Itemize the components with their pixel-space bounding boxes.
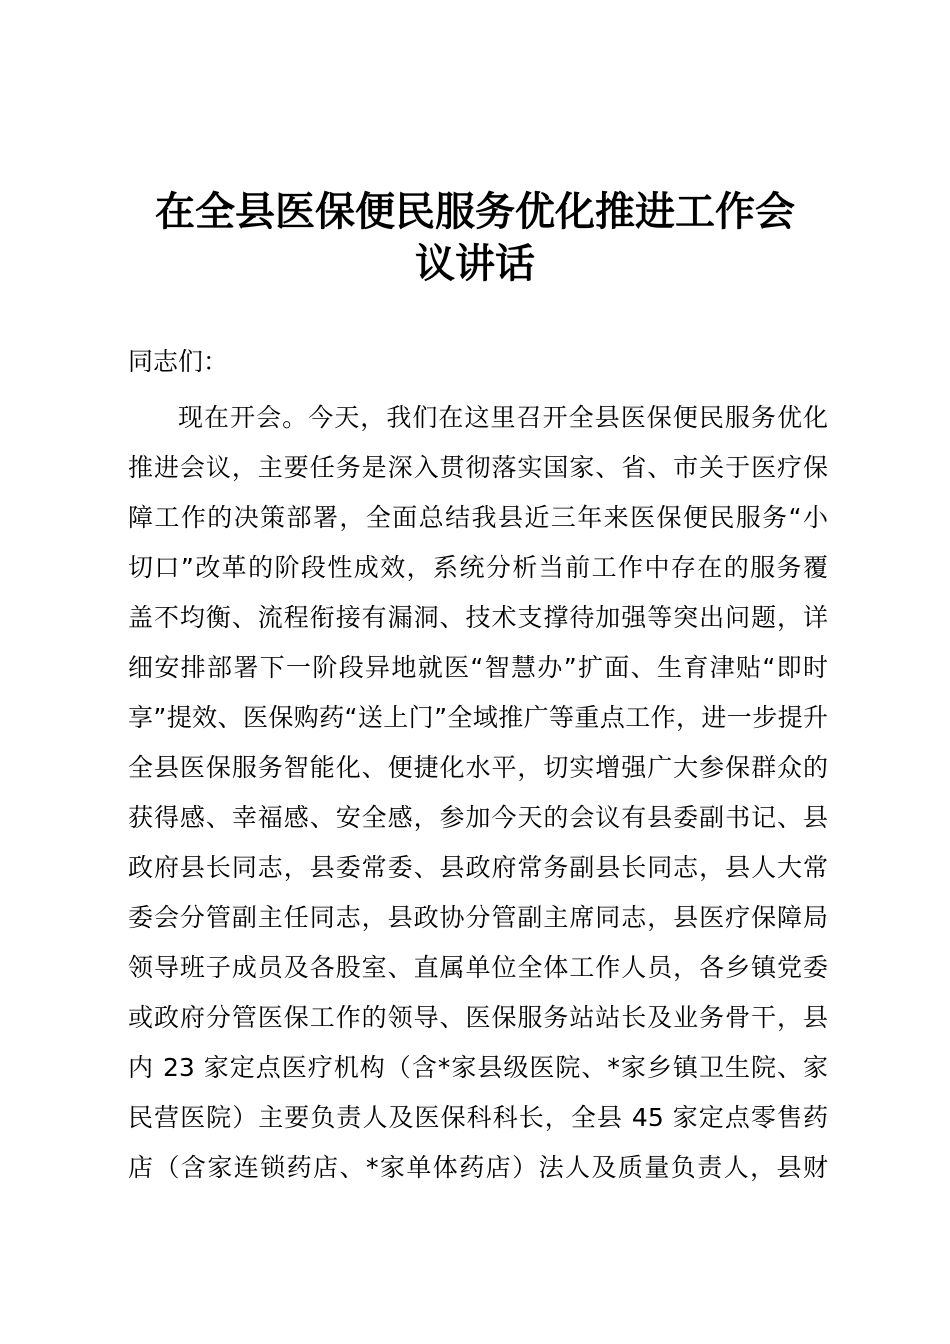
body-line-9: 获得感、幸福感、安全感，参加今天的会议有县委副书记、县 bbox=[128, 803, 828, 832]
body-line-2: 推进会议，主要任务是深入贯彻落实国家、省、市关于医疗保 bbox=[128, 453, 828, 482]
body-line-14: 内 23 家定点医疗机构（含*家县级医院、*家乡镇卫生院、家 bbox=[128, 1053, 828, 1082]
body-line-6: 细安排部署下一阶段异地就医“智慧办”扩面、生育津贴“即时 bbox=[128, 653, 828, 682]
body-line-1: 现在开会。今天，我们在这里召开全县医保便民服务优化 bbox=[178, 403, 828, 432]
body-line-12: 领导班子成员及各股室、直属单位全体工作人员，各乡镇党委 bbox=[128, 953, 828, 982]
body-line-3: 障工作的决策部署，全面总结我县近三年来医保便民服务“小 bbox=[128, 503, 828, 532]
document-title bbox=[125, 186, 825, 290]
salutation: 同志们： bbox=[128, 347, 229, 376]
body-line-4: 切口”改革的阶段性成效，系统分析当前工作中存在的服务覆 bbox=[128, 553, 828, 582]
body-line-10: 政府县长同志，县委常委、县政府常务副县长同志，县人大常 bbox=[128, 853, 828, 882]
body-line-11: 委会分管副主任同志，县政协分管副主席同志，县医疗保障局 bbox=[128, 903, 828, 932]
body-line-13: 或政府分管医保工作的领导、医保服务站站长及业务骨干，县 bbox=[128, 1003, 828, 1032]
body-paragraph bbox=[128, 393, 828, 1193]
body-line-5: 盖不均衡、流程衔接有漏洞、技术支撑待加强等突出问题，详 bbox=[128, 603, 828, 632]
title-line-1: 在全县医保便民服务优化推进工作会 bbox=[155, 188, 795, 235]
body-line-8: 全县医保服务智能化、便捷化水平，切实增强广大参保群众的 bbox=[128, 753, 828, 782]
body-line-16: 店（含家连锁药店、*家单体药店）法人及质量负责人，县财 bbox=[128, 1153, 828, 1182]
body-line-15: 民营医院）主要负责人及医保科科长，全县 45 家定点零售药 bbox=[128, 1103, 828, 1132]
body-line-7: 享”提效、医保购药“送上门”全域推广等重点工作，进一步提升 bbox=[128, 703, 828, 732]
title-line-2: 议讲话 bbox=[415, 240, 535, 287]
